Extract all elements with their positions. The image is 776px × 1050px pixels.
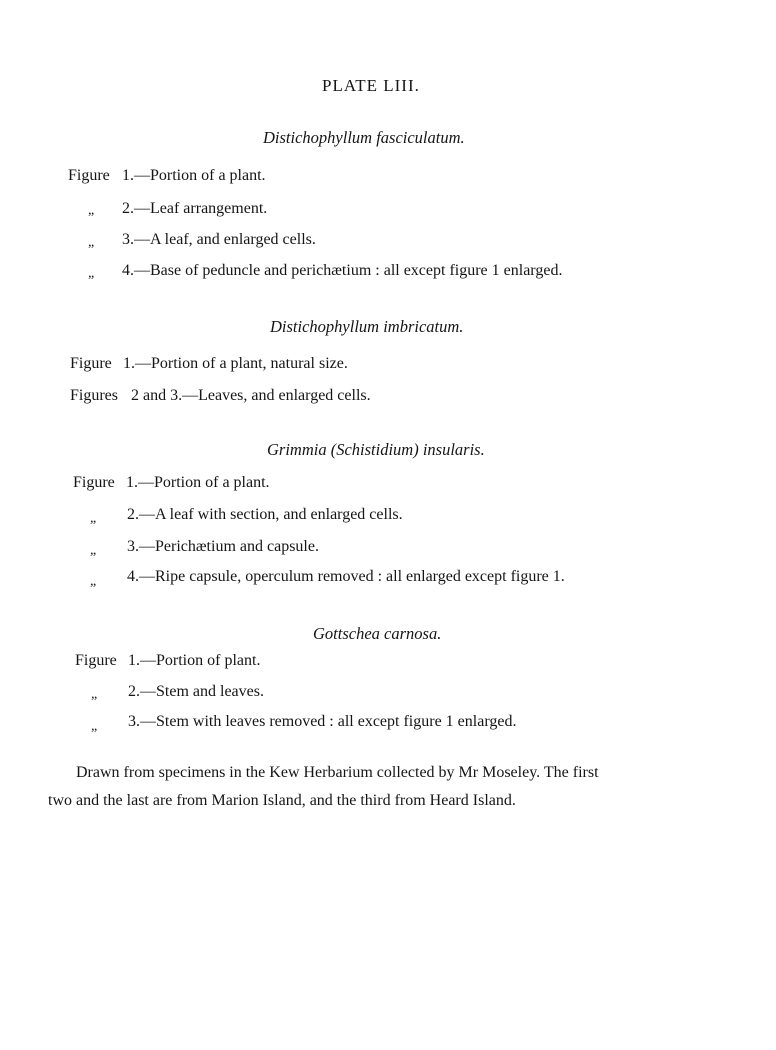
species-heading: Gottschea carnosa. (313, 624, 442, 643)
figure-caption: 2 and 3.—Leaves, and enlarged cells. (131, 387, 371, 404)
ditto-mark: „ (91, 719, 98, 734)
figure-prefix: Figure (70, 355, 112, 372)
species-heading: Distichophyllum imbricatum. (270, 317, 464, 336)
ditto-mark: „ (91, 687, 98, 702)
ditto-mark: „ (88, 235, 95, 250)
ditto-mark: „ (90, 574, 97, 589)
figure-caption: 3.—Stem with leaves removed : all except figure 1 enlarged. (128, 713, 517, 730)
figure-caption: 1.—Portion of plant. (128, 652, 261, 669)
figure-caption: 1.—Portion of a plant. (122, 167, 266, 184)
ditto-mark: „ (90, 511, 97, 526)
ditto-mark: „ (90, 543, 97, 558)
figure-caption: 4.—Base of peduncle and perichætium : all except figure 1 enlarged. (122, 262, 563, 279)
figure-prefix: Figure (68, 167, 110, 184)
species-heading: Grimmia (Schistidium) insularis. (267, 440, 485, 459)
figure-caption: 2.—Leaf arrangement. (122, 200, 268, 217)
source-note-line-1: Drawn from specimens in the Kew Herbarium collected by Mr Moseley. The first (76, 764, 599, 781)
figure-caption: 1.—Portion of a plant. (126, 474, 270, 491)
figure-caption: 3.—A leaf, and enlarged cells. (122, 231, 316, 248)
figure-caption: 1.—Portion of a plant, natural size. (123, 355, 348, 372)
figure-prefix: Figures (70, 387, 118, 404)
source-note-line-2: two and the last are from Marion Island, and the third from Heard Island. (48, 792, 516, 809)
figure-caption: 2.—Stem and leaves. (128, 683, 264, 700)
figure-prefix: Figure (73, 474, 115, 491)
figure-prefix: Figure (75, 652, 117, 669)
ditto-mark: „ (88, 203, 95, 218)
figure-caption: 4.—Ripe capsule, operculum removed : all enlarged except figure 1. (127, 568, 565, 585)
figure-caption: 2.—A leaf with section, and enlarged cells. (127, 506, 403, 523)
ditto-mark: „ (88, 266, 95, 281)
plate-title: PLATE LIII. (322, 76, 420, 95)
species-heading: Distichophyllum fasciculatum. (263, 128, 465, 147)
figure-caption: 3.—Perichætium and capsule. (127, 538, 319, 555)
